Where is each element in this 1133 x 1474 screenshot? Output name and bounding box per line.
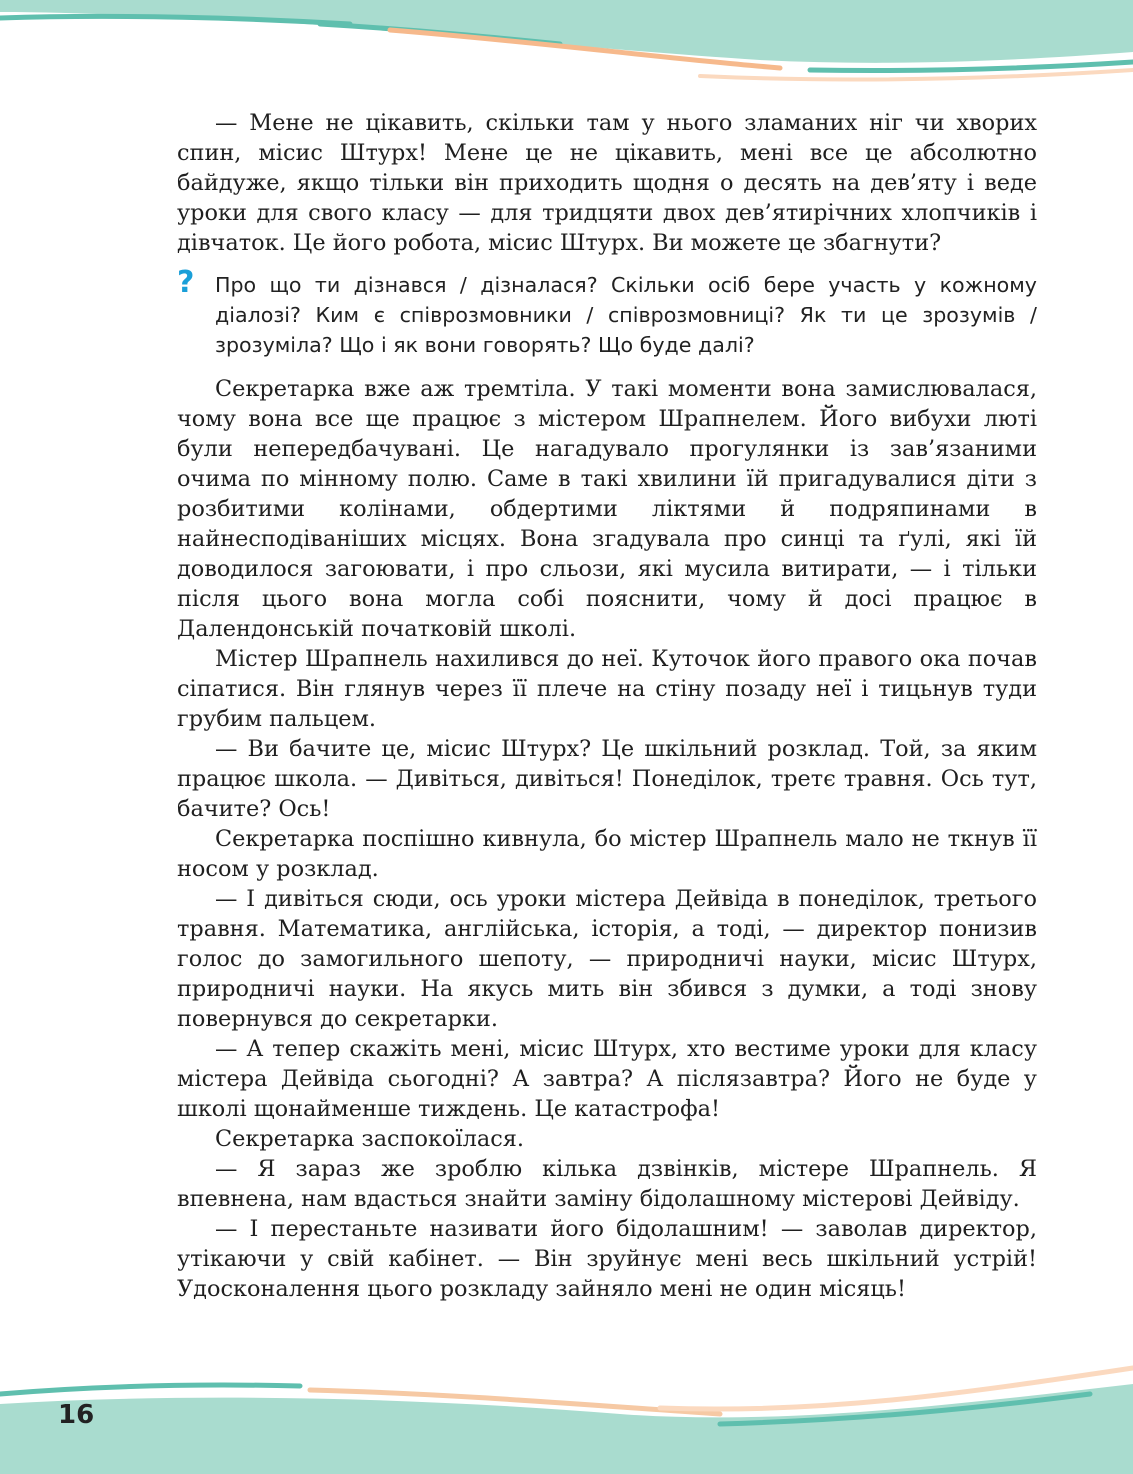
paragraph: Містер Шрапнель нахилився до неї. Куточок його правого ока почав сіпатися. Він глянув через її плече на стіну позаду неї і тицьнув туди грубим пальцем. <box>177 646 1037 732</box>
question-text: Про що ти дізнався / дізналася? Скільки осіб бере участь у кожному діалозі? Ким є співрозмовники / співрозмовниці? Як ти це зрозумів / зрозуміла? Що і як вони говорять? Що буде далі? <box>215 273 1037 357</box>
paragraph: Секретарка вже аж тремтіла. У такі моменти вона замислювалася, чому вона все ще працює з містером Шрапнелем. Його вибухи люті були непередбачувані. Це нагадувало прогулянки із зав’язаними очима по мінному полю. Саме в такі хвилини їй пригадувалися діти з розбитими колінами, обдертими ліктями й подряпинами в найнесподіваніших місцях. Вона згадувала про синці та ґулі, які їй доводилося загоювати, і про сльози, які мусила витирати, — і тільки після цього вона могла собі пояснити, чому й досі працює в Далендонській початковій школі. <box>177 376 1037 642</box>
top-wave-decoration <box>0 0 1133 110</box>
question-mark-icon: ? <box>177 265 195 300</box>
paragraph: Секретарка поспішно кивнула, бо містер Шрапнель мало не ткнув її носом у розклад. <box>177 826 1037 882</box>
paragraph: — І дивіться сюди, ось уроки містера Дейвіда в понеділок, третього травня. Математика, англійська, історія, а тоді, — директор понизив голос до замогильного шепоту, — природничі науки, місис Штурх, природничі науки. На якусь мить він збився з думки, а тоді знову повернувся до секретарки. <box>177 886 1037 1032</box>
paragraph: — Я зараз же зроблю кілька дзвінків, містере Шрапнель. Я впевнена, нам вдасться знайти заміну бідолашному містерові Дейвіду. <box>177 1156 1037 1212</box>
paragraph: Секретарка заспокоїлася. <box>215 1126 524 1152</box>
question-box <box>177 265 1037 360</box>
page-number: 16 <box>58 1400 95 1430</box>
bottom-wave-decoration <box>0 1354 1133 1474</box>
text-body <box>177 108 1037 1304</box>
paragraph: — І перестаньте називати його бідолашним! — заволав директор, утікаючи у свій кабінет. — Він зруйнує мені весь шкільний устрій! Удосконалення цього розкладу зайняло мені не один місяць! <box>177 1216 1037 1302</box>
paragraph: — Ви бачите це, місис Штурх? Це шкільний розклад. Той, за яким працює школа. — Дивіться, дивіться! Понеділок, третє травня. Ось тут, бачите? Ось! <box>177 736 1037 822</box>
paragraph: — А тепер скажіть мені, місис Штурх, хто вестиме уроки для класу містера Дейвіда сьогодні? А завтра? А післязавтра? Його не буде у школі щонайменше тиждень. Це катастрофа! <box>177 1036 1037 1122</box>
paragraph: — Мене не цікавить, скільки там у нього зламаних ніг чи хворих спин, місис Штурх! Мене це не цікавить, мені все це абсолютно байдуже, якщо тільки він приходить щодня о десять на дев’яту і веде уроки для свого класу — для тридцяти двох дев’ятирічних хлопчиків і дівчаток. Це його робота, місис Штурх. Ви можете це збагнути? <box>177 110 1037 256</box>
